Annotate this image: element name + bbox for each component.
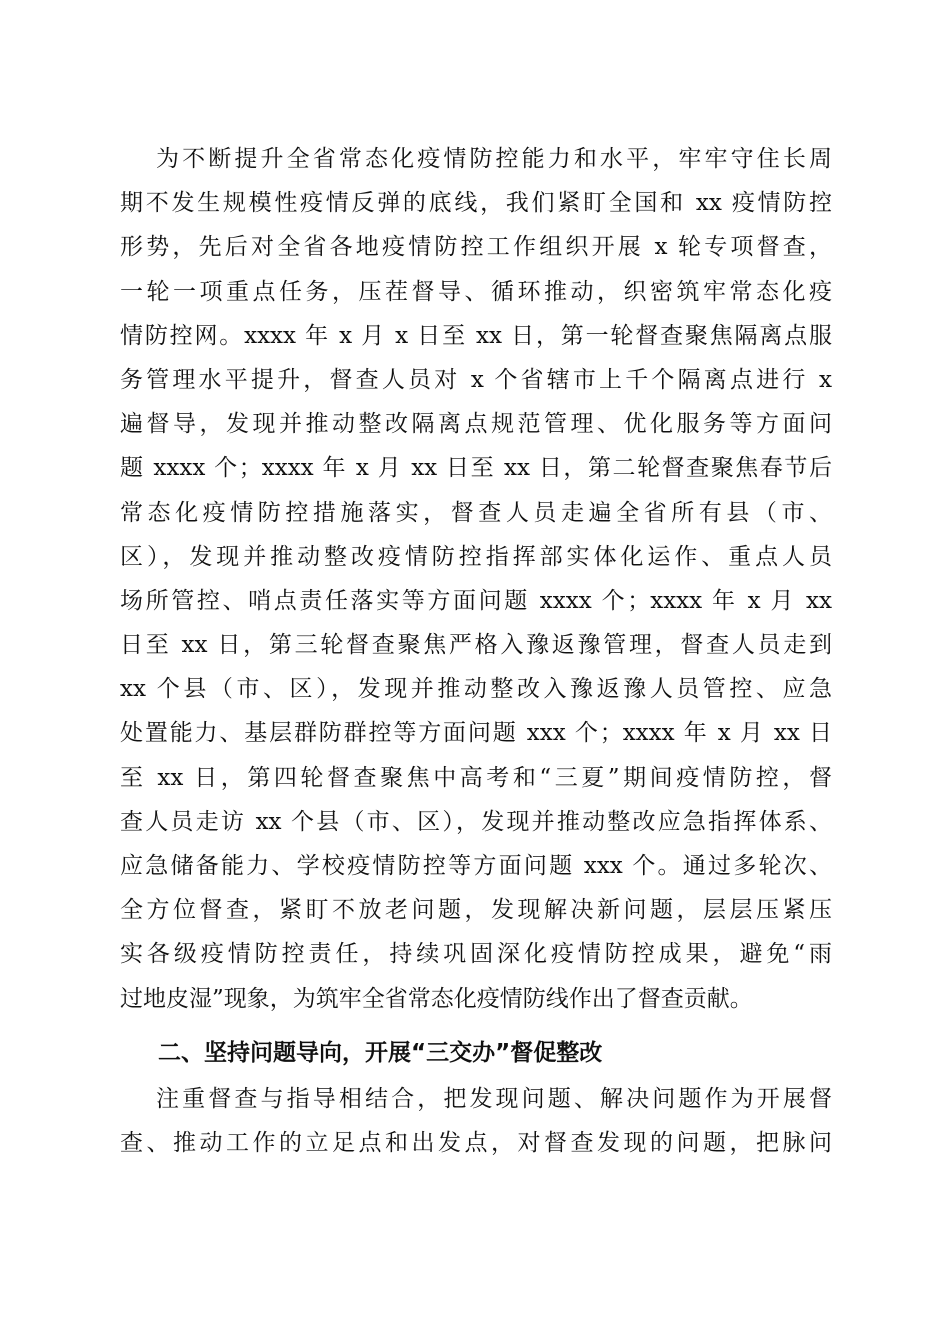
paragraph-line: 题 xxxx 个；xxxx 年 x 月 xx 日至 xx 日，第二轮督查聚焦春节后 [120,455,832,482]
paragraph-line: 至 xx 日，第四轮督查聚焦中高考和“三夏”期间疫情防控，督 [120,764,832,791]
paragraph-line: 场所管控、哨点责任落实等方面问题 xxxx 个；xxxx 年 x 月 xx [120,587,832,614]
paragraph-line: 一轮一项重点任务，压茬督导、循环推动，织密筑牢常态化疫 [120,278,832,305]
section-heading: 二、坚持问题导向，开展“三交办”督促整改 [158,1040,603,1066]
paragraph-line: 查人员走访 xx 个县（市、区），发现并推动整改应急指挥体系、 [120,808,832,835]
paragraph-line: 情防控网。xxxx 年 x 月 x 日至 xx 日，第一轮督查聚焦隔离点服 [120,322,832,349]
paragraph-line: 查、推动工作的立足点和出发点，对督查发现的问题，把脉问 [120,1130,832,1157]
paragraph-line: xx 个县（市、区），发现并推动整改入豫返豫人员管控、应急 [120,676,832,703]
body-paragraph-2 [120,1077,832,1165]
paragraph-line: 实各级疫情防控责任，持续巩固深化疫情防控成果，避免“雨 [120,941,832,968]
paragraph-line: 注重督查与指导相结合，把发现问题、解决问题作为开展督 [156,1086,832,1112]
paragraph-line: 日至 xx 日，第三轮督查聚焦严格入豫返豫管理，督查人员走到 [120,632,832,659]
paragraph-line: 过地皮湿”现象，为筑牢全省常态化疫情防线作出了督查贡献。 [120,985,753,1012]
paragraph-line: 应急储备能力、学校疫情防控等方面问题 xxx 个。通过多轮次、 [120,853,832,879]
paragraph-line: 务管理水平提升，督查人员对 x 个省辖市上千个隔离点进行 x [120,366,832,393]
paragraph-line: 区），发现并推动整改疫情防控指挥部实体化运作、重点人员 [120,543,832,570]
paragraph-line: 常态化疫情防控措施落实，督查人员走遍全省所有县（市、 [120,499,832,526]
body-paragraph-1 [120,137,832,1021]
paragraph-line: 遍督导，发现并推动整改隔离点规范管理、优化服务等方面问 [120,411,832,438]
paragraph-line: 处置能力、基层群防群控等方面问题 xxx 个；xxxx 年 x 月 xx 日 [120,720,832,747]
paragraph-line: 全方位督查，紧盯不放老问题，发现解决新问题，层层压紧压 [120,897,832,924]
paragraph-line: 期不发生规模性疫情反弹的底线，我们紧盯全国和 xx 疫情防控 [120,190,832,217]
paragraph-line: 形势，先后对全省各地疫情防控工作组织开展 x 轮专项督查， [120,234,832,261]
paragraph-line: 为不断提升全省常态化疫情防控能力和水平，牢牢守住长周 [156,146,832,172]
